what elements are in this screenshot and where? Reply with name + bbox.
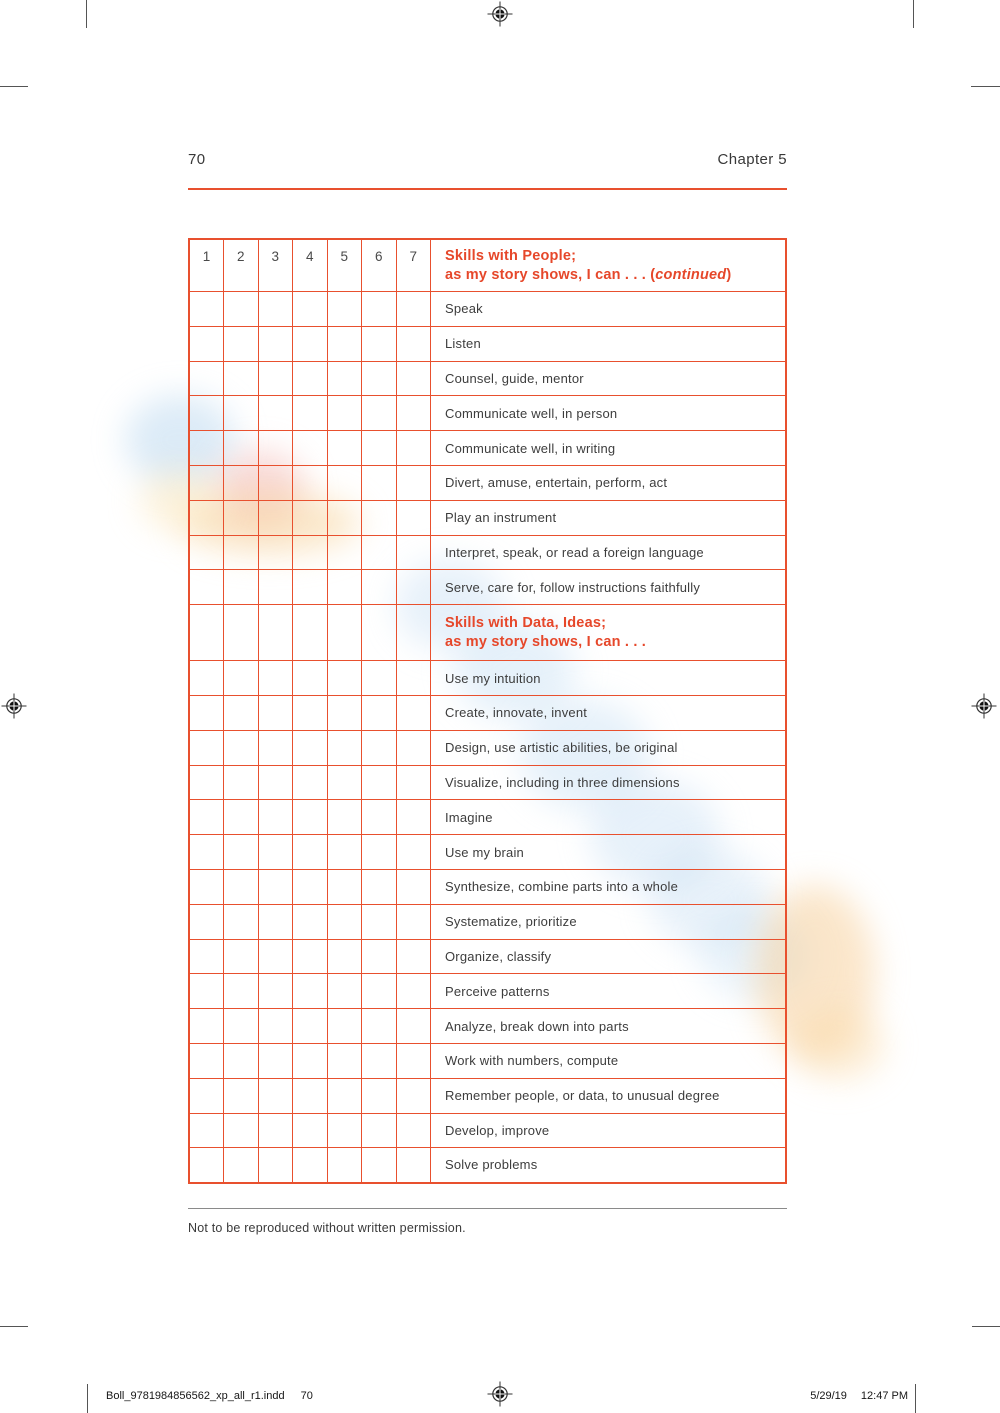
rating-cell bbox=[362, 695, 397, 730]
rating-cell bbox=[258, 904, 293, 939]
rating-cell bbox=[258, 361, 293, 396]
rating-cell bbox=[362, 292, 397, 327]
rating-cell bbox=[258, 1148, 293, 1183]
rating-cell bbox=[224, 904, 259, 939]
skill-label: Listen bbox=[431, 326, 787, 361]
rating-cell bbox=[327, 835, 362, 870]
rating-cell bbox=[224, 535, 259, 570]
rating-cell bbox=[189, 1043, 224, 1078]
skill-label: Design, use artistic abilities, be original bbox=[431, 730, 787, 765]
rating-cell bbox=[396, 869, 431, 904]
section-title: Skills with People; as my story shows, I can . . . (continued) bbox=[431, 239, 787, 292]
skill-label: Solve problems bbox=[431, 1148, 787, 1183]
rating-cell bbox=[224, 500, 259, 535]
rating-cell bbox=[293, 835, 328, 870]
table-row bbox=[189, 695, 786, 730]
rating-cell bbox=[258, 869, 293, 904]
table-row bbox=[189, 431, 786, 466]
slug-time: 12:47 PM bbox=[860, 1390, 908, 1402]
rating-cell bbox=[224, 695, 259, 730]
rating-cell bbox=[396, 570, 431, 605]
skill-label: Work with numbers, compute bbox=[431, 1043, 787, 1078]
rating-cell bbox=[258, 939, 293, 974]
rating-cell bbox=[293, 1113, 328, 1148]
table-row bbox=[189, 1148, 786, 1183]
skill-label: Synthesize, combine parts into a whole bbox=[431, 869, 787, 904]
rating-cell bbox=[396, 500, 431, 535]
rating-cell bbox=[362, 1009, 397, 1044]
rating-cell bbox=[293, 361, 328, 396]
rating-cell bbox=[189, 695, 224, 730]
skill-label: Speak bbox=[431, 292, 787, 327]
rating-cell bbox=[396, 1078, 431, 1113]
rating-cell bbox=[293, 396, 328, 431]
table-row bbox=[189, 765, 786, 800]
rating-cell bbox=[327, 326, 362, 361]
rating-cell bbox=[396, 730, 431, 765]
skill-label: Imagine bbox=[431, 800, 787, 835]
rating-cell bbox=[362, 1148, 397, 1183]
rating-cell bbox=[362, 939, 397, 974]
rating-cell bbox=[362, 1043, 397, 1078]
rating-cell bbox=[327, 396, 362, 431]
rating-cell bbox=[362, 800, 397, 835]
rating-cell bbox=[189, 730, 224, 765]
skill-label: Serve, care for, follow instructions faithfully bbox=[431, 570, 787, 605]
rating-cell bbox=[396, 535, 431, 570]
rating-cell bbox=[224, 974, 259, 1009]
registration-mark-icon bbox=[487, 1, 513, 27]
rating-cell bbox=[327, 500, 362, 535]
rating-cell bbox=[293, 465, 328, 500]
rating-cell bbox=[362, 1113, 397, 1148]
table-row bbox=[189, 361, 786, 396]
rating-cell bbox=[362, 361, 397, 396]
rating-cell bbox=[327, 661, 362, 696]
rating-cell bbox=[189, 1148, 224, 1183]
rating-cell bbox=[396, 605, 431, 661]
print-slug-datetime bbox=[0, 1390, 908, 1402]
rating-cell bbox=[224, 1043, 259, 1078]
slug-date: 5/29/19 bbox=[810, 1390, 847, 1402]
table-row bbox=[189, 869, 786, 904]
rating-cell bbox=[327, 1043, 362, 1078]
rating-cell bbox=[293, 431, 328, 466]
column-number: 7 bbox=[396, 239, 431, 292]
rating-cell bbox=[189, 835, 224, 870]
table-row bbox=[189, 292, 786, 327]
rating-cell bbox=[258, 1113, 293, 1148]
rating-cell bbox=[224, 396, 259, 431]
rating-cell bbox=[224, 326, 259, 361]
rating-cell bbox=[327, 605, 362, 661]
rating-cell bbox=[258, 1078, 293, 1113]
column-number: 6 bbox=[362, 239, 397, 292]
table-row bbox=[189, 465, 786, 500]
slug-page: 70 bbox=[300, 1390, 313, 1402]
rating-cell bbox=[293, 695, 328, 730]
rating-cell bbox=[258, 431, 293, 466]
rating-cell bbox=[189, 500, 224, 535]
rating-cell bbox=[224, 730, 259, 765]
skill-label: Play an instrument bbox=[431, 500, 787, 535]
rating-cell bbox=[362, 730, 397, 765]
rating-cell bbox=[396, 292, 431, 327]
header-rule bbox=[188, 188, 787, 190]
rating-cell bbox=[293, 730, 328, 765]
rating-cell bbox=[396, 765, 431, 800]
rating-cell bbox=[189, 326, 224, 361]
skill-label: Analyze, break down into parts bbox=[431, 1009, 787, 1044]
rating-cell bbox=[189, 292, 224, 327]
rating-cell bbox=[293, 904, 328, 939]
rating-cell bbox=[189, 396, 224, 431]
rating-cell bbox=[396, 396, 431, 431]
rating-cell bbox=[293, 765, 328, 800]
rating-cell bbox=[189, 535, 224, 570]
rating-cell bbox=[396, 939, 431, 974]
rating-cell bbox=[396, 974, 431, 1009]
skill-label: Remember people, or data, to unusual degree bbox=[431, 1078, 787, 1113]
rating-cell bbox=[258, 800, 293, 835]
rating-cell bbox=[327, 465, 362, 500]
rating-cell bbox=[189, 661, 224, 696]
crop-mark bbox=[86, 0, 87, 28]
crop-mark bbox=[87, 1384, 88, 1413]
slug-filename: Boll_9781984856562_xp_all_r1.indd bbox=[106, 1390, 285, 1402]
caption-rule bbox=[188, 1208, 787, 1209]
table-row bbox=[189, 835, 786, 870]
rating-cell bbox=[362, 465, 397, 500]
rating-cell bbox=[327, 431, 362, 466]
crop-mark bbox=[915, 1384, 916, 1413]
rating-cell bbox=[396, 904, 431, 939]
skill-label: Counsel, guide, mentor bbox=[431, 361, 787, 396]
rating-cell bbox=[189, 431, 224, 466]
rating-cell bbox=[327, 1009, 362, 1044]
column-number: 3 bbox=[258, 239, 293, 292]
rating-cell bbox=[327, 1078, 362, 1113]
chapter-title: Chapter 5 bbox=[717, 151, 787, 168]
rating-cell bbox=[258, 1009, 293, 1044]
rating-cell bbox=[293, 292, 328, 327]
skill-label: Communicate well, in person bbox=[431, 396, 787, 431]
rating-cell bbox=[327, 292, 362, 327]
rating-cell bbox=[258, 730, 293, 765]
table-row bbox=[189, 570, 786, 605]
table-row bbox=[189, 800, 786, 835]
rating-cell bbox=[258, 326, 293, 361]
rating-cell bbox=[362, 431, 397, 466]
rating-cell bbox=[362, 661, 397, 696]
table-row bbox=[189, 1113, 786, 1148]
rating-cell bbox=[224, 570, 259, 605]
column-number: 1 bbox=[189, 239, 224, 292]
rating-cell bbox=[293, 605, 328, 661]
rating-cell bbox=[258, 765, 293, 800]
crop-mark bbox=[913, 0, 914, 28]
rating-cell bbox=[396, 1009, 431, 1044]
rating-cell bbox=[396, 1043, 431, 1078]
rating-cell bbox=[327, 1148, 362, 1183]
rating-cell bbox=[362, 605, 397, 661]
permission-caption: Not to be reproduced without written permission. bbox=[188, 1221, 466, 1235]
rating-cell bbox=[293, 939, 328, 974]
column-number: 2 bbox=[224, 239, 259, 292]
crop-mark bbox=[0, 86, 28, 87]
rating-cell bbox=[258, 396, 293, 431]
rating-cell bbox=[293, 326, 328, 361]
page-number: 70 bbox=[188, 151, 206, 168]
rating-cell bbox=[327, 869, 362, 904]
rating-cell bbox=[396, 361, 431, 396]
rating-cell bbox=[293, 1078, 328, 1113]
rating-cell bbox=[327, 974, 362, 1009]
rating-cell bbox=[362, 535, 397, 570]
skill-label: Organize, classify bbox=[431, 939, 787, 974]
skill-label: Perceive patterns bbox=[431, 974, 787, 1009]
rating-cell bbox=[258, 292, 293, 327]
skill-label: Interpret, speak, or read a foreign language bbox=[431, 535, 787, 570]
rating-cell bbox=[258, 661, 293, 696]
section-header-row bbox=[189, 239, 786, 292]
rating-cell bbox=[189, 765, 224, 800]
rating-cell bbox=[224, 605, 259, 661]
rating-cell bbox=[293, 661, 328, 696]
table-row bbox=[189, 396, 786, 431]
rating-cell bbox=[396, 835, 431, 870]
rating-cell bbox=[293, 1148, 328, 1183]
rating-cell bbox=[224, 1009, 259, 1044]
table-row bbox=[189, 326, 786, 361]
rating-cell bbox=[327, 939, 362, 974]
rating-cell bbox=[362, 1078, 397, 1113]
rating-cell bbox=[362, 570, 397, 605]
rating-cell bbox=[396, 800, 431, 835]
rating-cell bbox=[396, 1113, 431, 1148]
skill-label: Divert, amuse, entertain, perform, act bbox=[431, 465, 787, 500]
skills-table-body bbox=[189, 239, 786, 1183]
rating-cell bbox=[258, 465, 293, 500]
rating-cell bbox=[189, 1009, 224, 1044]
skills-table bbox=[188, 238, 787, 1184]
skill-label: Communicate well, in writing bbox=[431, 431, 787, 466]
table-row bbox=[189, 1009, 786, 1044]
rating-cell bbox=[362, 974, 397, 1009]
column-number: 5 bbox=[327, 239, 362, 292]
rating-cell bbox=[293, 974, 328, 1009]
rating-cell bbox=[224, 869, 259, 904]
rating-cell bbox=[362, 904, 397, 939]
table-row bbox=[189, 730, 786, 765]
rating-cell bbox=[327, 361, 362, 396]
rating-cell bbox=[362, 765, 397, 800]
rating-cell bbox=[396, 465, 431, 500]
registration-mark-icon bbox=[1, 693, 27, 719]
rating-cell bbox=[189, 570, 224, 605]
table-row bbox=[189, 500, 786, 535]
skill-label: Develop, improve bbox=[431, 1113, 787, 1148]
rating-cell bbox=[293, 1009, 328, 1044]
skill-label: Use my brain bbox=[431, 835, 787, 870]
rating-cell bbox=[258, 835, 293, 870]
rating-cell bbox=[327, 1113, 362, 1148]
rating-cell bbox=[224, 1113, 259, 1148]
registration-mark-icon bbox=[487, 1381, 513, 1407]
rating-cell bbox=[258, 570, 293, 605]
rating-cell bbox=[362, 500, 397, 535]
crop-mark bbox=[972, 1326, 1000, 1327]
table-row bbox=[189, 1043, 786, 1078]
table-row bbox=[189, 1078, 786, 1113]
rating-cell bbox=[224, 765, 259, 800]
rating-cell bbox=[396, 1148, 431, 1183]
registration-mark-icon bbox=[971, 693, 997, 719]
rating-cell bbox=[224, 800, 259, 835]
table-row bbox=[189, 939, 786, 974]
rating-cell bbox=[396, 695, 431, 730]
rating-cell bbox=[224, 431, 259, 466]
crop-mark bbox=[0, 1326, 28, 1327]
rating-cell bbox=[224, 1078, 259, 1113]
rating-cell bbox=[189, 869, 224, 904]
rating-cell bbox=[189, 465, 224, 500]
rating-cell bbox=[293, 869, 328, 904]
rating-cell bbox=[293, 1043, 328, 1078]
skill-label: Use my intuition bbox=[431, 661, 787, 696]
skill-label: Create, innovate, invent bbox=[431, 695, 787, 730]
rating-cell bbox=[258, 1043, 293, 1078]
rating-cell bbox=[362, 396, 397, 431]
rating-cell bbox=[258, 535, 293, 570]
rating-cell bbox=[327, 904, 362, 939]
crop-mark bbox=[971, 86, 1000, 87]
rating-cell bbox=[396, 326, 431, 361]
rating-cell bbox=[327, 765, 362, 800]
skill-label: Visualize, including in three dimensions bbox=[431, 765, 787, 800]
rating-cell bbox=[189, 1113, 224, 1148]
rating-cell bbox=[189, 361, 224, 396]
table-row bbox=[189, 904, 786, 939]
table-row bbox=[189, 535, 786, 570]
rating-cell bbox=[224, 835, 259, 870]
section-header-row bbox=[189, 605, 786, 661]
rating-cell bbox=[362, 835, 397, 870]
rating-cell bbox=[189, 904, 224, 939]
rating-cell bbox=[293, 500, 328, 535]
rating-cell bbox=[293, 535, 328, 570]
rating-cell bbox=[362, 326, 397, 361]
rating-cell bbox=[224, 292, 259, 327]
rating-cell bbox=[189, 939, 224, 974]
rating-cell bbox=[189, 605, 224, 661]
rating-cell bbox=[327, 730, 362, 765]
rating-cell bbox=[258, 500, 293, 535]
rating-cell bbox=[189, 1078, 224, 1113]
rating-cell bbox=[224, 465, 259, 500]
rating-cell bbox=[327, 570, 362, 605]
skill-label: Systematize, prioritize bbox=[431, 904, 787, 939]
rating-cell bbox=[258, 695, 293, 730]
rating-cell bbox=[224, 361, 259, 396]
rating-cell bbox=[258, 974, 293, 1009]
rating-cell bbox=[258, 605, 293, 661]
rating-cell bbox=[189, 974, 224, 1009]
column-number: 4 bbox=[293, 239, 328, 292]
rating-cell bbox=[327, 800, 362, 835]
rating-cell bbox=[396, 431, 431, 466]
rating-cell bbox=[224, 939, 259, 974]
section-title: Skills with Data, Ideas; as my story shows, I can . . . bbox=[431, 605, 787, 661]
table-row bbox=[189, 661, 786, 696]
table-row bbox=[189, 974, 786, 1009]
rating-cell bbox=[362, 869, 397, 904]
rating-cell bbox=[327, 535, 362, 570]
rating-cell bbox=[327, 695, 362, 730]
rating-cell bbox=[396, 661, 431, 696]
rating-cell bbox=[224, 1148, 259, 1183]
rating-cell bbox=[189, 800, 224, 835]
rating-cell bbox=[293, 570, 328, 605]
rating-cell bbox=[293, 800, 328, 835]
rating-cell bbox=[224, 661, 259, 696]
